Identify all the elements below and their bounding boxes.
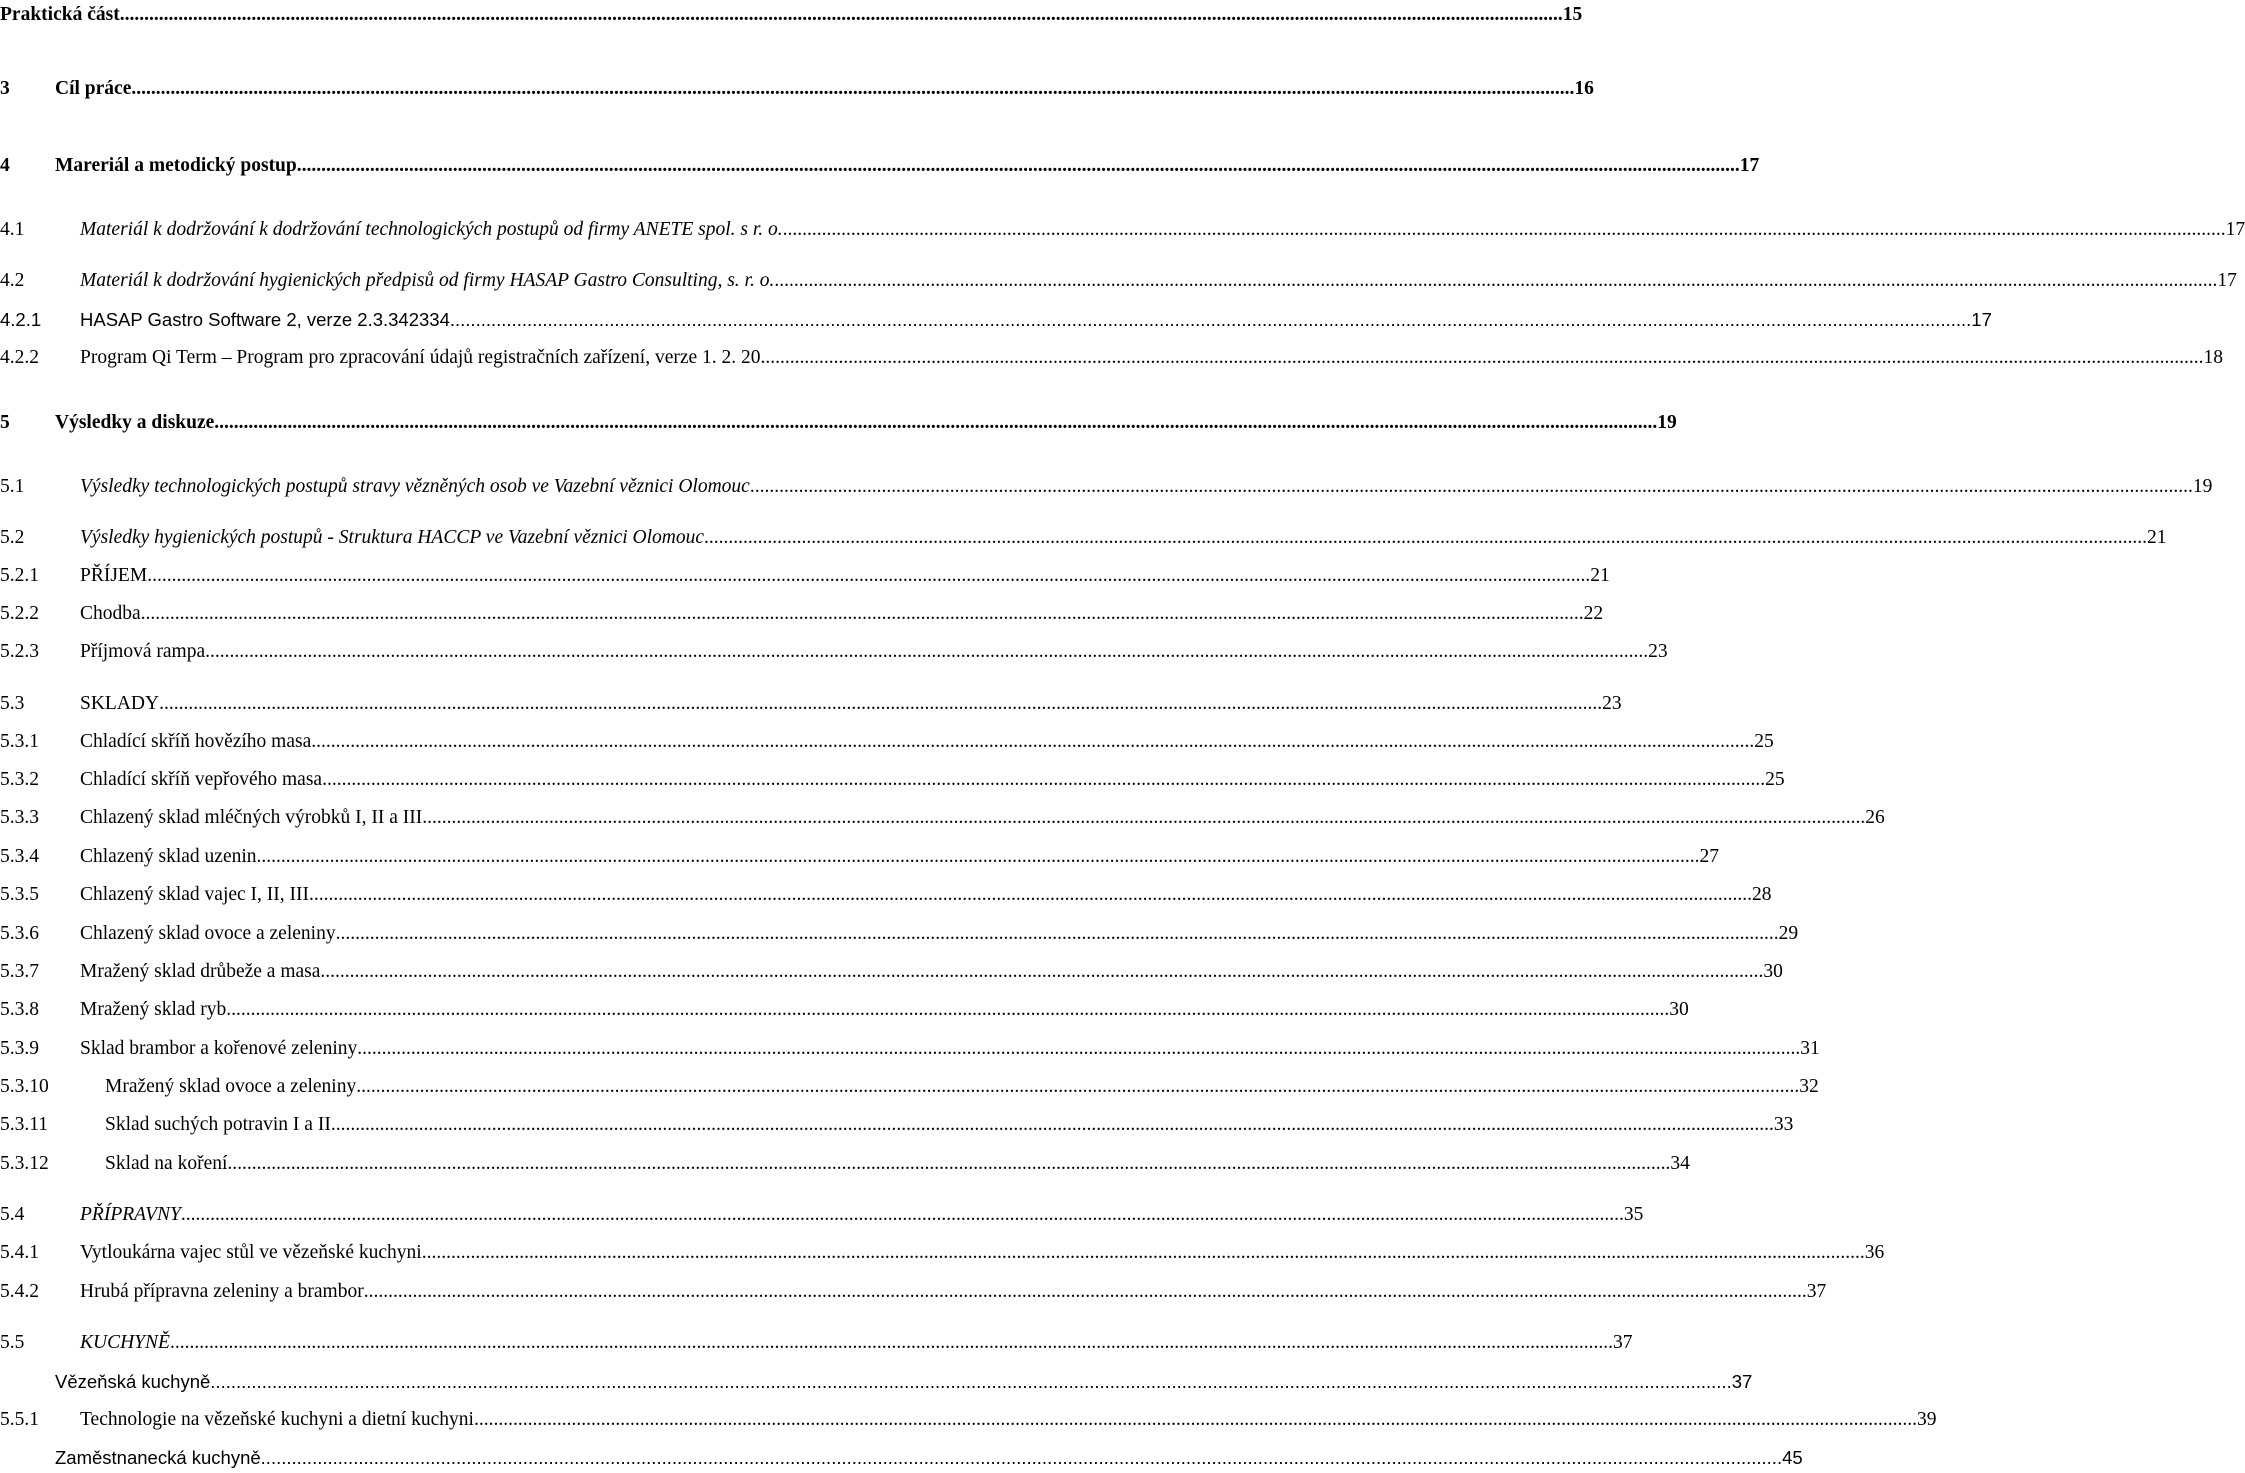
toc-entry-page: 28 bbox=[1752, 884, 1772, 905]
toc-entry-page: 30 bbox=[1763, 961, 1783, 982]
toc-entry-title: Vytloukárna vajec stůl ve vězeňské kuchyni bbox=[80, 1242, 422, 1263]
toc-entry-page: 19 bbox=[1657, 412, 1677, 433]
toc-entry-page: 36 bbox=[1864, 1242, 1885, 1263]
toc-entry-5-3-4[interactable] bbox=[0, 843, 1720, 871]
toc-entry-page: 37 bbox=[1806, 1281, 1827, 1302]
toc-entry-title: Sklad na koření bbox=[105, 1153, 228, 1174]
toc-entry-number: 4.2.1 bbox=[0, 309, 42, 330]
toc-entry-title: PŘÍPRAVNY bbox=[80, 1204, 181, 1225]
toc-entry-number: 5.5.1 bbox=[0, 1409, 39, 1430]
toc-entry-5-3-5[interactable] bbox=[0, 881, 1772, 909]
toc-entry-number: 5.3.2 bbox=[0, 769, 39, 790]
toc-entry-5-3-1[interactable] bbox=[0, 728, 1774, 756]
toc-entry-prakticka-cast[interactable] bbox=[0, 1, 1583, 29]
toc-leader-dots bbox=[750, 473, 2193, 501]
toc-leader-dots bbox=[226, 996, 1669, 1024]
toc-entry-title: Chladící skříň hovězího masa bbox=[80, 731, 312, 752]
toc-entry-number: 4.2 bbox=[0, 270, 25, 291]
toc-entry-page: 21 bbox=[2147, 527, 2167, 548]
toc-entry-4-2[interactable] bbox=[0, 267, 2237, 295]
toc-entry-5-2-3[interactable] bbox=[0, 638, 1668, 666]
toc-entry-title: Mražený sklad ryb bbox=[80, 999, 227, 1020]
toc-entry-page: 37 bbox=[1612, 1332, 1633, 1353]
toc-entry-4-2-1[interactable] bbox=[0, 306, 1992, 334]
toc-leader-dots bbox=[320, 958, 1763, 986]
toc-entry-page: 37 bbox=[1731, 1371, 1753, 1392]
toc-entry-title: Cíl práce bbox=[55, 78, 132, 99]
toc-entry-page: 17 bbox=[2217, 270, 2237, 291]
toc-entry-number: 5.2 bbox=[0, 527, 25, 548]
toc-entry-title: Chlazený sklad ovoce a zeleniny bbox=[80, 923, 336, 944]
toc-entry-5-3[interactable] bbox=[0, 690, 1622, 718]
toc-entry-page: 19 bbox=[2192, 476, 2213, 497]
toc-entry-title: SKLADY bbox=[80, 693, 160, 714]
toc-entry-page: 45 bbox=[1782, 1447, 1803, 1468]
toc-entry-5[interactable] bbox=[0, 409, 1677, 437]
toc-entry-title: Výsledky hygienických postupů - Struktura HACCP ve Vazební věznici Olomouc bbox=[80, 527, 705, 548]
toc-entry-page: 16 bbox=[1574, 78, 1594, 99]
toc-entry-number: 5 bbox=[0, 412, 10, 433]
toc-entry-number: 5.2.1 bbox=[0, 565, 39, 586]
toc-entry-title: Mareriál a metodický postup bbox=[55, 155, 297, 176]
toc-leader-dots bbox=[159, 690, 1602, 718]
toc-entry-title: Program Qi Term – Program pro zpracování údajů registračních zařízení, verze 1. 2. 20 bbox=[80, 347, 761, 368]
toc-entry-title: Výsledky a diskuze bbox=[55, 412, 215, 433]
toc-entry-page: 15 bbox=[1562, 4, 1583, 25]
toc-entry-number: 5.4.2 bbox=[0, 1281, 39, 1302]
toc-entry-5-2-2[interactable] bbox=[0, 600, 1604, 628]
toc-entry-5-3-12[interactable] bbox=[0, 1150, 1690, 1178]
toc-entry-title: Chodba bbox=[80, 603, 141, 624]
toc-leader-dots bbox=[357, 1035, 1800, 1063]
toc-entry-5-4[interactable] bbox=[0, 1201, 1644, 1229]
toc-entry-vezenska-kuchyne[interactable] bbox=[0, 1368, 1753, 1396]
toc-entry-page: 25 bbox=[1765, 769, 1785, 790]
toc-entry-page: 34 bbox=[1670, 1153, 1690, 1174]
toc-leader-dots bbox=[322, 766, 1765, 794]
toc-entry-number: 5.3.6 bbox=[0, 923, 39, 944]
toc-leader-dots bbox=[210, 1368, 1731, 1396]
toc-entry-title: Chlazený sklad uzenin bbox=[80, 846, 257, 867]
toc-entry-title: Mražený sklad ovoce a zeleniny bbox=[105, 1076, 357, 1097]
toc-leader-dots bbox=[761, 344, 2204, 372]
toc-leader-dots bbox=[214, 409, 1657, 437]
toc-entry-page: 17 bbox=[1971, 309, 1992, 330]
toc-entry-title: Praktická část bbox=[0, 4, 120, 25]
toc-entry-5-3-10[interactable] bbox=[0, 1073, 1819, 1101]
toc-entry-zamestnanecka-kuchyne[interactable] bbox=[0, 1444, 1803, 1472]
toc-leader-dots bbox=[704, 524, 2147, 552]
toc-entry-page: 17 bbox=[1739, 155, 1760, 176]
toc-entry-number: 5.3.3 bbox=[0, 807, 39, 828]
toc-entry-number: 5.3.7 bbox=[0, 961, 39, 982]
toc-entry-number: 5.3.10 bbox=[0, 1076, 49, 1097]
toc-entry-5-3-3[interactable] bbox=[0, 804, 1885, 832]
toc-leader-dots bbox=[131, 75, 1574, 103]
toc-entry-5-5-1[interactable] bbox=[0, 1406, 1937, 1434]
toc-leader-dots bbox=[205, 638, 1648, 666]
toc-entry-5-3-7[interactable] bbox=[0, 958, 1783, 986]
toc-entry-number: 5.3.12 bbox=[0, 1153, 49, 1174]
toc-entry-page: 25 bbox=[1754, 731, 1774, 752]
toc-entry-number: 4 bbox=[0, 155, 10, 176]
toc-entry-title: Sklad brambor a kořenové zeleniny bbox=[80, 1038, 358, 1059]
toc-leader-dots bbox=[261, 1444, 1782, 1472]
toc-leader-dots bbox=[181, 1201, 1624, 1229]
toc-entry-title: Příjmová rampa bbox=[80, 641, 206, 662]
toc-entry-5-4-1[interactable] bbox=[0, 1239, 1885, 1267]
toc-entry-page: 22 bbox=[1583, 603, 1604, 624]
toc-leader-dots bbox=[364, 1278, 1807, 1306]
toc-entry-number: 5.3.4 bbox=[0, 846, 39, 867]
toc-entry-page: 33 bbox=[1773, 1114, 1794, 1135]
toc-entry-page: 29 bbox=[1778, 923, 1799, 944]
toc-entry-title: HASAP Gastro Software 2, verze 2.3.342334 bbox=[80, 309, 450, 330]
toc-entry-number: 5.3.1 bbox=[0, 731, 39, 752]
toc-entry-5-3-11[interactable] bbox=[0, 1111, 1794, 1139]
toc-entry-5-3-8[interactable] bbox=[0, 996, 1689, 1024]
toc-entry-page: 27 bbox=[1699, 846, 1720, 867]
toc-leader-dots bbox=[422, 1239, 1865, 1267]
toc-entry-5-3-2[interactable] bbox=[0, 766, 1785, 794]
toc-entry-number: 5.3.11 bbox=[0, 1114, 49, 1135]
toc-entry-number: 5.3.9 bbox=[0, 1038, 39, 1059]
toc-leader-dots bbox=[774, 267, 2217, 295]
toc-entry-page: 23 bbox=[1648, 641, 1668, 662]
toc-entry-number: 5.3 bbox=[0, 693, 25, 714]
toc-entry-title: Mražený sklad drůbeže a masa bbox=[80, 961, 321, 982]
toc-entry-number: 5.3.8 bbox=[0, 999, 39, 1020]
toc-entry-5-1[interactable] bbox=[0, 473, 2213, 501]
toc-leader-dots bbox=[474, 1406, 1917, 1434]
toc-entry-3[interactable] bbox=[0, 75, 1594, 103]
toc-leader-dots bbox=[170, 1329, 1613, 1357]
toc-leader-dots bbox=[141, 600, 1584, 628]
toc-entry-5-3-9[interactable] bbox=[0, 1035, 1820, 1063]
toc-entry-title: Vězeňská kuchyně bbox=[55, 1371, 211, 1392]
toc-entry-5-3-6[interactable] bbox=[0, 920, 1799, 948]
toc-entry-5-2-1[interactable] bbox=[0, 562, 1610, 590]
toc-entry-title: Materiál k dodržování hygienických předpisů od firmy HASAP Gastro Consulting, s. r. o. bbox=[80, 270, 775, 291]
toc-entry-5-5[interactable] bbox=[0, 1329, 1633, 1357]
toc-entry-number: 5.2.3 bbox=[0, 641, 39, 662]
toc-entry-page: 26 bbox=[1865, 807, 1885, 828]
toc-entry-title: Zaměstnanecká kuchyně bbox=[55, 1447, 261, 1468]
toc-entry-number: 5.5 bbox=[0, 1332, 25, 1353]
toc-entry-page: 32 bbox=[1799, 1076, 1819, 1097]
toc-leader-dots bbox=[422, 804, 1865, 832]
toc-entry-number: 4.2.2 bbox=[0, 347, 39, 368]
toc-entry-page: 23 bbox=[1602, 693, 1622, 714]
toc-entry-page: 35 bbox=[1623, 1204, 1644, 1225]
toc-entry-number: 5.3.5 bbox=[0, 884, 39, 905]
toc-entry-title: Technologie na vězeňské kuchyni a dietní kuchyni bbox=[80, 1409, 474, 1430]
toc-leader-dots bbox=[331, 1111, 1774, 1139]
toc-entry-4-1[interactable] bbox=[0, 216, 2245, 244]
toc-entry-number: 3 bbox=[0, 78, 10, 99]
toc-entry-title: Chladící skříň vepřového masa bbox=[80, 769, 323, 790]
toc-leader-dots bbox=[336, 920, 1779, 948]
toc-entry-title: PŘÍJEM bbox=[80, 565, 148, 586]
toc-entry-title: Výsledky technologických postupů stravy vězněných osob ve Vazební věznici Olomouc bbox=[80, 476, 750, 497]
toc-entry-title: Chlazený sklad mléčných výrobků I, II a III bbox=[80, 807, 423, 828]
toc-entry-number: 4.1 bbox=[0, 219, 25, 240]
toc-entry-page: 18 bbox=[2203, 347, 2224, 368]
toc-entry-5-2[interactable] bbox=[0, 524, 2167, 552]
toc-entry-4-2-2[interactable] bbox=[0, 344, 2224, 372]
toc-entry-number: 5.4 bbox=[0, 1204, 25, 1225]
toc-leader-dots bbox=[309, 881, 1752, 909]
toc-entry-page: 30 bbox=[1669, 999, 1689, 1020]
toc-entry-page: 17 bbox=[2225, 219, 2245, 240]
toc-leader-dots bbox=[297, 152, 1740, 180]
toc-entry-number: 5.4.1 bbox=[0, 1242, 39, 1263]
toc-leader-dots bbox=[120, 1, 1563, 29]
toc-entry-page: 21 bbox=[1590, 565, 1610, 586]
toc-entry-number: 5.2.2 bbox=[0, 603, 39, 624]
toc-entry-number: 5.1 bbox=[0, 476, 25, 497]
toc-leader-dots bbox=[257, 843, 1700, 871]
toc-leader-dots bbox=[147, 562, 1590, 590]
toc-leader-dots bbox=[783, 216, 2226, 244]
toc-entry-title: Materiál k dodržování k dodržování technologických postupů od firmy ANETE spol. s r. o. bbox=[80, 219, 783, 240]
toc-entry-title: KUCHYNĚ bbox=[80, 1332, 170, 1353]
toc-entry-page: 31 bbox=[1800, 1038, 1820, 1059]
toc-entry-title: Hrubá přípravna zeleniny a brambor bbox=[80, 1281, 364, 1302]
toc-entry-page: 39 bbox=[1916, 1409, 1937, 1430]
toc-leader-dots bbox=[450, 306, 1971, 334]
toc-entry-title: Sklad suchých potravin I a II bbox=[105, 1114, 331, 1135]
toc-leader-dots bbox=[356, 1073, 1799, 1101]
toc-entry-4[interactable] bbox=[0, 152, 1760, 180]
toc-entry-5-4-2[interactable] bbox=[0, 1278, 1827, 1306]
toc-leader-dots bbox=[227, 1150, 1670, 1178]
toc-entry-title: Chlazený sklad vajec I, II, III bbox=[80, 884, 310, 905]
toc-leader-dots bbox=[311, 728, 1754, 756]
